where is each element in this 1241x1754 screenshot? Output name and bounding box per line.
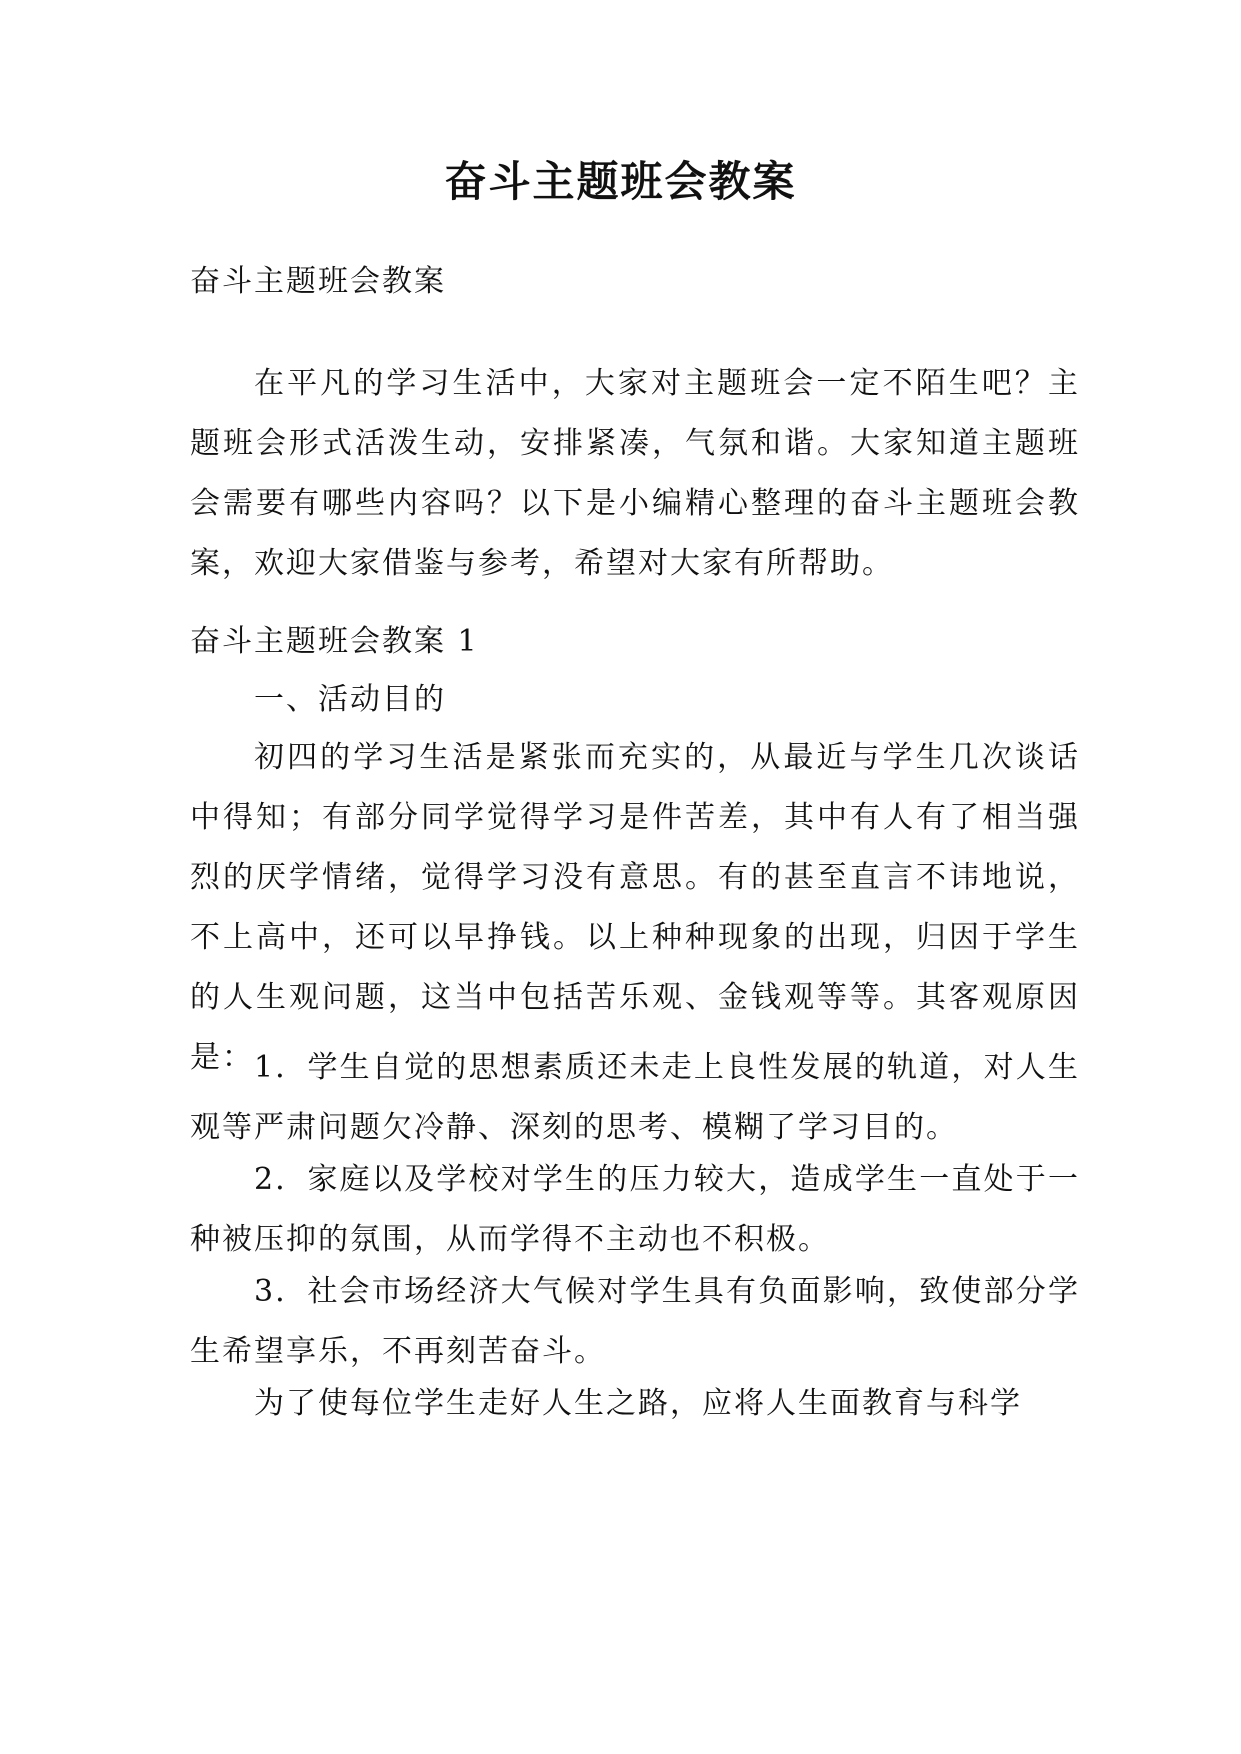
intro-paragraph: 在平凡的学习生活中，大家对主题班会一定不陌生吧？主题班会形式活泼生动，安排紧凑，气氛和谐。大家知道主题班会需要有哪些内容吗？以下是小编精心整理的奋斗主题班会教案，欢迎大家借鉴与参考，希望对大家有所帮助。 (190, 366, 1080, 581)
list-item-3: 3．社会市场经济大气候对学生具有负面影响，致使部分学生希望享乐，不再刻苦奋斗。 (190, 1274, 1080, 1369)
list-item-1: 1．学生自觉的思想素质还未走上良性发展的轨道，对人生观等严肃问题欠冷静、深刻的思考、模糊了学习目的。 (190, 1050, 1080, 1145)
purpose-paragraph: 初四的学习生活是紧张而充实的，从最近与学生几次谈话中得知；有部分同学觉得学习是件苦差，其中有人有了相当强烈的厌学情绪，觉得学习没有意思。有的甚至直言不讳地说，不上高中，还可以早挣钱。以上种种现象的出现，归因于学生的人生观问题，这当中包括苦乐观、金钱观等等。其客观原因是： (190, 740, 1080, 1075)
section-subheading: 一、活动目的 (254, 682, 446, 717)
section-heading: 奋斗主题班会教案 1 (190, 624, 479, 659)
list-item-2: 2．家庭以及学校对学生的压力较大，造成学生一直处于一种被压抑的氛围，从而学得不主动也不积极。 (190, 1162, 1080, 1257)
document-subtitle: 奋斗主题班会教案 (190, 264, 446, 299)
document-title: 奋斗主题班会教案 (444, 157, 797, 206)
closing-paragraph: 为了使每位学生走好人生之路，应将人生面教育与科学 (254, 1386, 1022, 1421)
